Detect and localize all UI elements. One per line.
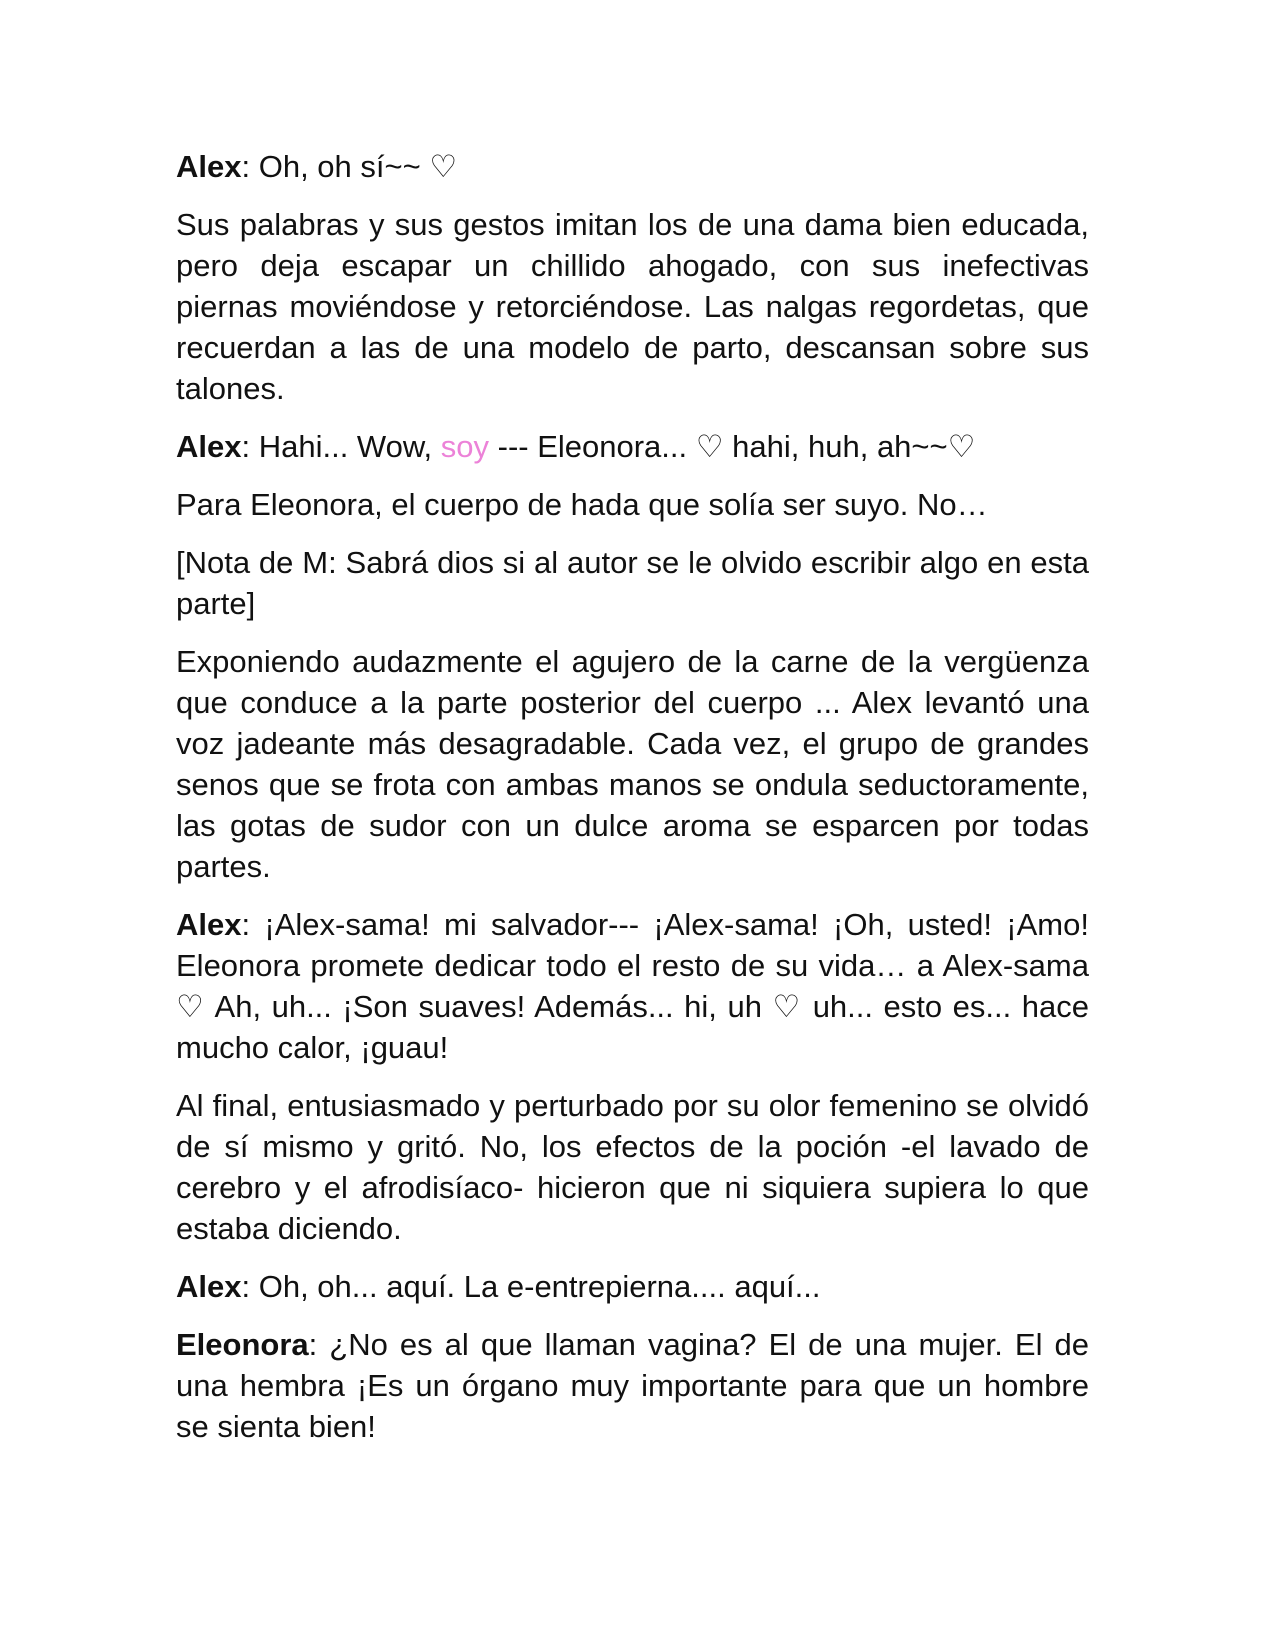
dialogue-text: --- Eleonora... ♡ hahi, huh, ah~~♡ [489,429,976,464]
speaker-name: Alex [176,429,242,464]
document-page [176,146,1089,1464]
narration-text: Para Eleonora, el cuerpo de hada que solía ser suyo. No… [176,487,988,522]
dialogue-text: : Hahi... Wow, [241,429,441,464]
speaker-name: Eleonora [176,1327,309,1362]
narration-paragraph [176,484,1089,525]
dialogue-text: : ¿No es al que llaman vagina? El de una mujer. El de una hembra ¡Es un órgano muy importante para que un hombre se sienta bien! [176,1327,1089,1444]
narration-paragraph [176,1085,1089,1249]
narration-paragraph [176,204,1089,409]
dialogue-text: : Oh, oh... aquí. La e-entrepierna.... aquí... [241,1269,821,1304]
dialogue-line [176,904,1089,1068]
speaker-name: Alex [176,907,242,942]
highlighted-word: soy [440,429,490,464]
dialogue-text: : Oh, oh sí~~ ♡ [241,149,458,184]
narration-text: Sus palabras y sus gestos imitan los de una dama bien educada, pero deja escapar un chillido ahogado, con sus inefectivas piernas moviéndose y retorciéndose. Las nalgas regordetas, que recuerdan a las de una modelo de parto, descansan sobre sus talones. [176,207,1089,406]
speaker-name: Alex [176,149,242,184]
narration-text: Al final, entusiasmado y perturbado por su olor femenino se olvidó de sí mismo y gritó. No, los efectos de la poción -el lavado de cerebro y el afrodisíaco- hicieron que ni siquiera supiera lo que estaba diciendo. [176,1088,1089,1246]
dialogue-text: : ¡Alex-sama! mi salvador--- ¡Alex-sama! ¡Oh, usted! ¡Amo! Eleonora promete dedicar todo el resto de su vida… a Alex-sama ♡ Ah, uh... ¡Son suaves! Además... hi, uh ♡ uh... esto es... hace mucho calor, ¡guau! [176,907,1089,1065]
note-text: [Nota de M: Sabrá dios si al autor se le olvido escribir algo en esta parte] [176,545,1089,621]
narration-paragraph [176,641,1089,887]
speaker-name: Alex [176,1269,242,1304]
translator-note [176,542,1089,624]
dialogue-line [176,1266,1089,1307]
narration-text: Exponiendo audazmente el agujero de la carne de la vergüenza que conduce a la parte posterior del cuerpo ... Alex levantó una voz jadeante más desagradable. Cada vez, el grupo de grandes senos que se frota con ambas manos se ondula seductoramente, las gotas de sudor con un dulce aroma se esparcen por todas partes. [176,644,1089,884]
dialogue-line [176,426,1089,467]
dialogue-line [176,146,1089,187]
dialogue-line [176,1324,1089,1447]
